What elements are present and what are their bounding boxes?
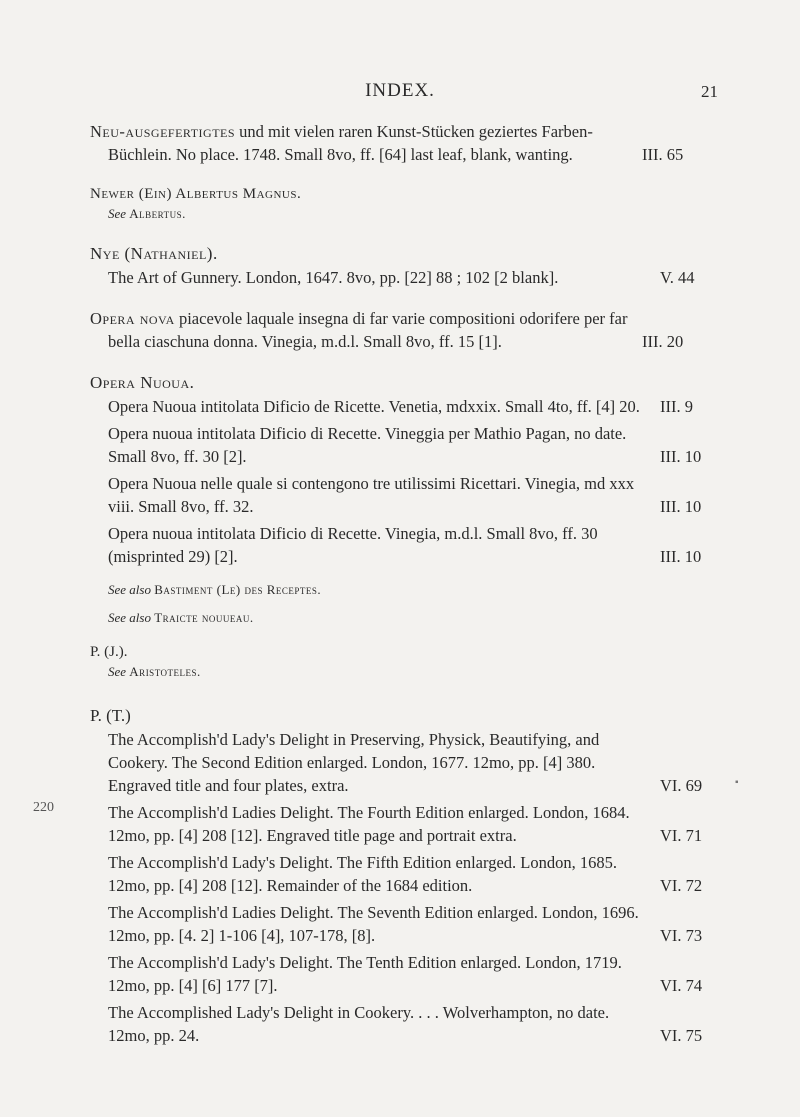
- entry-text: [90, 120, 720, 166]
- see-also-reference: [90, 580, 720, 600]
- volume-page-ref: VI. 69: [660, 776, 703, 795]
- see-also-label: See also: [108, 582, 151, 597]
- entry-description: The Accomplish'd Ladies Delight. The Seventh Edition enlarged. London, 1696. 12mo, pp. [4. 2] 1-106 [4], 107-178, [8].: [108, 903, 639, 945]
- entry-heading: Opera Nuoua.: [90, 373, 195, 392]
- index-entry-nye: [90, 242, 720, 289]
- see-also-target: Traicte nouueau.: [154, 610, 254, 625]
- see-label: See: [108, 206, 127, 221]
- entry-item: [90, 522, 720, 568]
- entry-description: The Accomplish'd Lady's Delight in Preserving, Physick, Beautifying, and Cookery. The Second Edition enlarged. London, 1677. 12mo, pp. [4] 380. Engraved title and four plates, extra.: [108, 730, 600, 795]
- volume-page-ref: VI. 73: [660, 926, 703, 945]
- volume-page-ref: VI. 74: [660, 976, 703, 995]
- index-entry-p-t: [90, 704, 720, 1047]
- index-entry-newer: [90, 184, 720, 224]
- entry-description: Opera nuoua intitolata Dificio di Recette. Vinegia, m.d.l. Small 8vo, ff. 30 (misprinted 29) [2].: [108, 524, 598, 566]
- volume-page-ref: VI. 75: [660, 1026, 703, 1045]
- entry-description: The Accomplish'd Lady's Delight. The Fifth Edition enlarged. London, 1685. 12mo, pp. [4] 208 [12]. Remainder of the 1684 edition.: [108, 853, 617, 895]
- page-number: 21: [701, 82, 718, 101]
- stray-mark: ▪: [735, 777, 739, 788]
- entry-description: The Accomplish'd Lady's Delight. The Tenth Edition enlarged. London, 1719. 12mo, pp. [4] [6] 177 [7].: [108, 953, 622, 995]
- entry-item: [90, 901, 720, 947]
- volume-page-ref: III. 10: [660, 547, 702, 566]
- entry-description: The Art of Gunnery. London, 1647. 8vo, pp. [22] 88 ; 102 [2 blank].: [108, 268, 559, 287]
- entry-item: [90, 728, 720, 797]
- see-also-reference: [90, 608, 720, 628]
- entry-item: [90, 422, 720, 468]
- index-content: [90, 120, 720, 1047]
- entry-description: Opera nuoua intitolata Dificio di Recette. Vineggia per Mathio Pagan, no date. Small 8vo, ff. 30 [2].: [108, 424, 627, 466]
- entry-description: Opera Nuoua nelle quale si contengono tre utilissimi Ricettari. Vinegia, md xxx viii. Small 8vo, ff. 32.: [108, 474, 635, 516]
- margin-number: 220: [33, 800, 54, 815]
- volume-page-ref: VI. 72: [660, 876, 703, 895]
- index-entry-p-j: [90, 642, 720, 682]
- entry-item: [90, 951, 720, 997]
- see-reference: [90, 204, 720, 224]
- see-also-label: See also: [108, 610, 151, 625]
- index-entry-opera-nova: [90, 307, 720, 353]
- see-reference: [90, 662, 720, 682]
- page-header: [0, 80, 800, 104]
- volume-page-ref: VI. 71: [660, 826, 703, 845]
- entry-heading: P. (J.).: [90, 644, 128, 660]
- index-entry-opera-nuoua: [90, 371, 720, 628]
- entry-item: [90, 395, 720, 418]
- entry-description: Opera Nuoua intitolata Dificio de Ricette. Venetia, mdxxix. Small 4to, ff. [4] 20.: [108, 397, 640, 416]
- entry-heading: Neu-ausgefertigtes: [90, 122, 236, 141]
- entry-description: und mit vielen raren Kunst-Stücken geziertes Farben-Büchlein. No place. 1748. Small 8vo, ff. [64] last leaf, blank, wanting.: [108, 122, 593, 164]
- entry-item: [90, 472, 720, 518]
- entry-text: [90, 307, 720, 353]
- volume-page-ref: III. 10: [660, 447, 702, 466]
- see-also-target: Bastiment (Le) des Receptes.: [154, 582, 322, 597]
- volume-page-ref: III. 20: [642, 332, 684, 351]
- volume-page-ref: III. 65: [642, 145, 684, 164]
- see-target: Albertus.: [129, 206, 186, 221]
- entry-description: The Accomplish'd Ladies Delight. The Fourth Edition enlarged. London, 1684. 12mo, pp. [4] 208 [12]. Engraved title page and portrait extra.: [108, 803, 630, 845]
- entry-item: [90, 801, 720, 847]
- entry-description: The Accomplished Lady's Delight in Cookery. . . . Wolverhampton, no date. 12mo, pp. 24.: [108, 1003, 610, 1045]
- entry-heading: Nye (Nathaniel).: [90, 244, 218, 263]
- see-label: See: [108, 664, 127, 679]
- volume-page-ref: III. 10: [660, 497, 702, 516]
- index-entry-neu: [90, 120, 720, 166]
- entry-item: [90, 1001, 720, 1047]
- volume-page-ref: V. 44: [660, 268, 695, 287]
- entry-heading: Newer (Ein) Albertus Magnus.: [90, 186, 302, 202]
- see-target: Aristoteles.: [129, 664, 201, 679]
- entry-description: piacevole laquale insegna di far varie compositioni odorifere per far bella ciaschuna donna. Vinegia, m.d.l. Small 8vo, ff. 15 [1].: [108, 309, 628, 351]
- entry-item: [90, 851, 720, 897]
- entry-heading: P. (T.): [90, 706, 131, 725]
- entry-heading: Opera nova: [90, 309, 175, 328]
- entry-item: [90, 266, 720, 289]
- page-title: INDEX.: [365, 80, 435, 101]
- volume-page-ref: III. 9: [660, 397, 693, 416]
